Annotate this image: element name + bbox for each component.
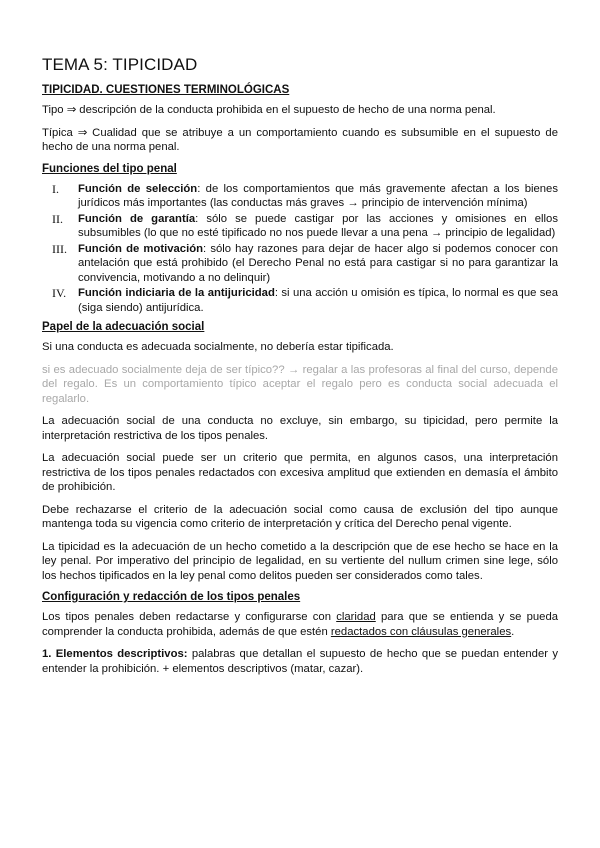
- underlined-claridad: claridad: [336, 611, 376, 623]
- list-item: [42, 242, 558, 286]
- paragraph-adecuacion-intro: Si una conducta es adecuada socialmente, no debería estar tipificada.: [42, 341, 394, 353]
- list-item-number: IV.: [52, 286, 67, 300]
- list-item-text: : si una acción u omisión es típica, lo normal es que sea (siga siendo) antijurídica.: [78, 287, 558, 314]
- document-page: [42, 55, 558, 684]
- paragraph-tipo: Tipo ⇒ descripción de la conducta prohibida en el supuesto de hecho de una norma penal.: [42, 104, 496, 116]
- underlined-clausulas: redactados con cláusulas generales: [330, 625, 512, 638]
- list-item-number: II.: [52, 211, 63, 226]
- list-item-text: : sólo hay razones para dejar de hacer algo si podemos conocer con antelación que está prohibido (el Derecho Penal no está para castigar si no para garantizar la convivencia, motivando a no delinquir): [78, 242, 558, 284]
- list-item-text: : sólo se puede castigar por las acciones y omisiones en ellos subsumibles (lo que no esté tipificado no nos puede llevar a una pena → principio de legalidad): [78, 212, 558, 239]
- paragraph-configuracion: Los tipos penales deben redactarse y configurarse con claridad para que se entienda y se pueda comprender la conducta prohibida, además de que estén redactados con cláusulas generales.: [42, 611, 559, 638]
- paragraph-adecuacion-4: Debe rechazarse el criterio de la adecuación social como causa de exclusión del tipo aunque mantenga toda su vigencia como criterio de interpretación y crítica del Derecho penal vigente.: [42, 503, 558, 530]
- paragraph-adecuacion-3: La adecuación social puede ser un criterio que permita, en algunos casos, una interpretación restrictiva de los tipos penales redactados con excesiva amplitud que extienden en demasía el ámbito de prohibición.: [42, 452, 558, 493]
- list-item-term: Función indiciaria de la antijuricidad: [78, 287, 275, 299]
- section-heading-terminologia: TIPICIDAD. CUESTIONES TERMINOLÓGICAS: [42, 84, 290, 96]
- section-heading-funciones: Funciones del tipo penal: [42, 162, 177, 175]
- paragraph-adecuacion-2: La adecuación social de una conducta no excluye, sin embargo, su tipicidad, pero permite la interpretación restrictiva de los tipos penales.: [42, 415, 558, 442]
- list-item-number: I.: [52, 181, 59, 196]
- section-heading-configuracion: Configuración y redacción de los tipos penales: [42, 591, 301, 603]
- paragraph-tipica: Típica ⇒ Cualidad que se atribuye a un comportamiento cuando es subsumible en el supuesto de hecho de una norma penal.: [42, 126, 558, 153]
- paragraph-elementos-descriptivos: 1. Elementos descriptivos: palabras que detallan el supuesto de hecho que se puedan entender y entender la prohibición. + elementos descriptivos (matar, cazar).: [42, 648, 558, 675]
- list-item-term: Función de selección: [78, 182, 198, 195]
- page-title: TEMA 5: TIPICIDAD: [42, 55, 198, 74]
- list-item-text: : de los comportamientos que más gravemente afectan a los bienes jurídicos más importantes (las conductas más graves → principio de intervención mínima): [78, 182, 558, 209]
- paragraph-note-gray: si es adecuado socialmente deja de ser típico?? → regalar a las profesoras al final del curso, depende del regalo. Es un comportamiento típico aceptar el regalo pero es conducta social adecuada el regalarlo.: [42, 363, 558, 405]
- list-item-term: Función de motivación: [78, 242, 204, 255]
- paragraph-tipicidad-def: La tipicidad es la adecuación de un hecho cometido a la descripción que de ese hecho se hace en la ley penal. Por imperativo del principio de legalidad, en su vertiente del nullum crimen sine lege, sólo los hechos tipificados en la ley penal como delitos pueden ser considerados como tales.: [42, 540, 558, 582]
- section-heading-adecuacion: Papel de la adecuación social: [42, 321, 205, 333]
- list-item-term: Función de garantía: [78, 212, 196, 225]
- funciones-list: [42, 182, 558, 316]
- list-item: [42, 212, 558, 241]
- list-item: [42, 182, 558, 211]
- list-item-number: III.: [52, 241, 67, 256]
- list-item: [42, 286, 558, 315]
